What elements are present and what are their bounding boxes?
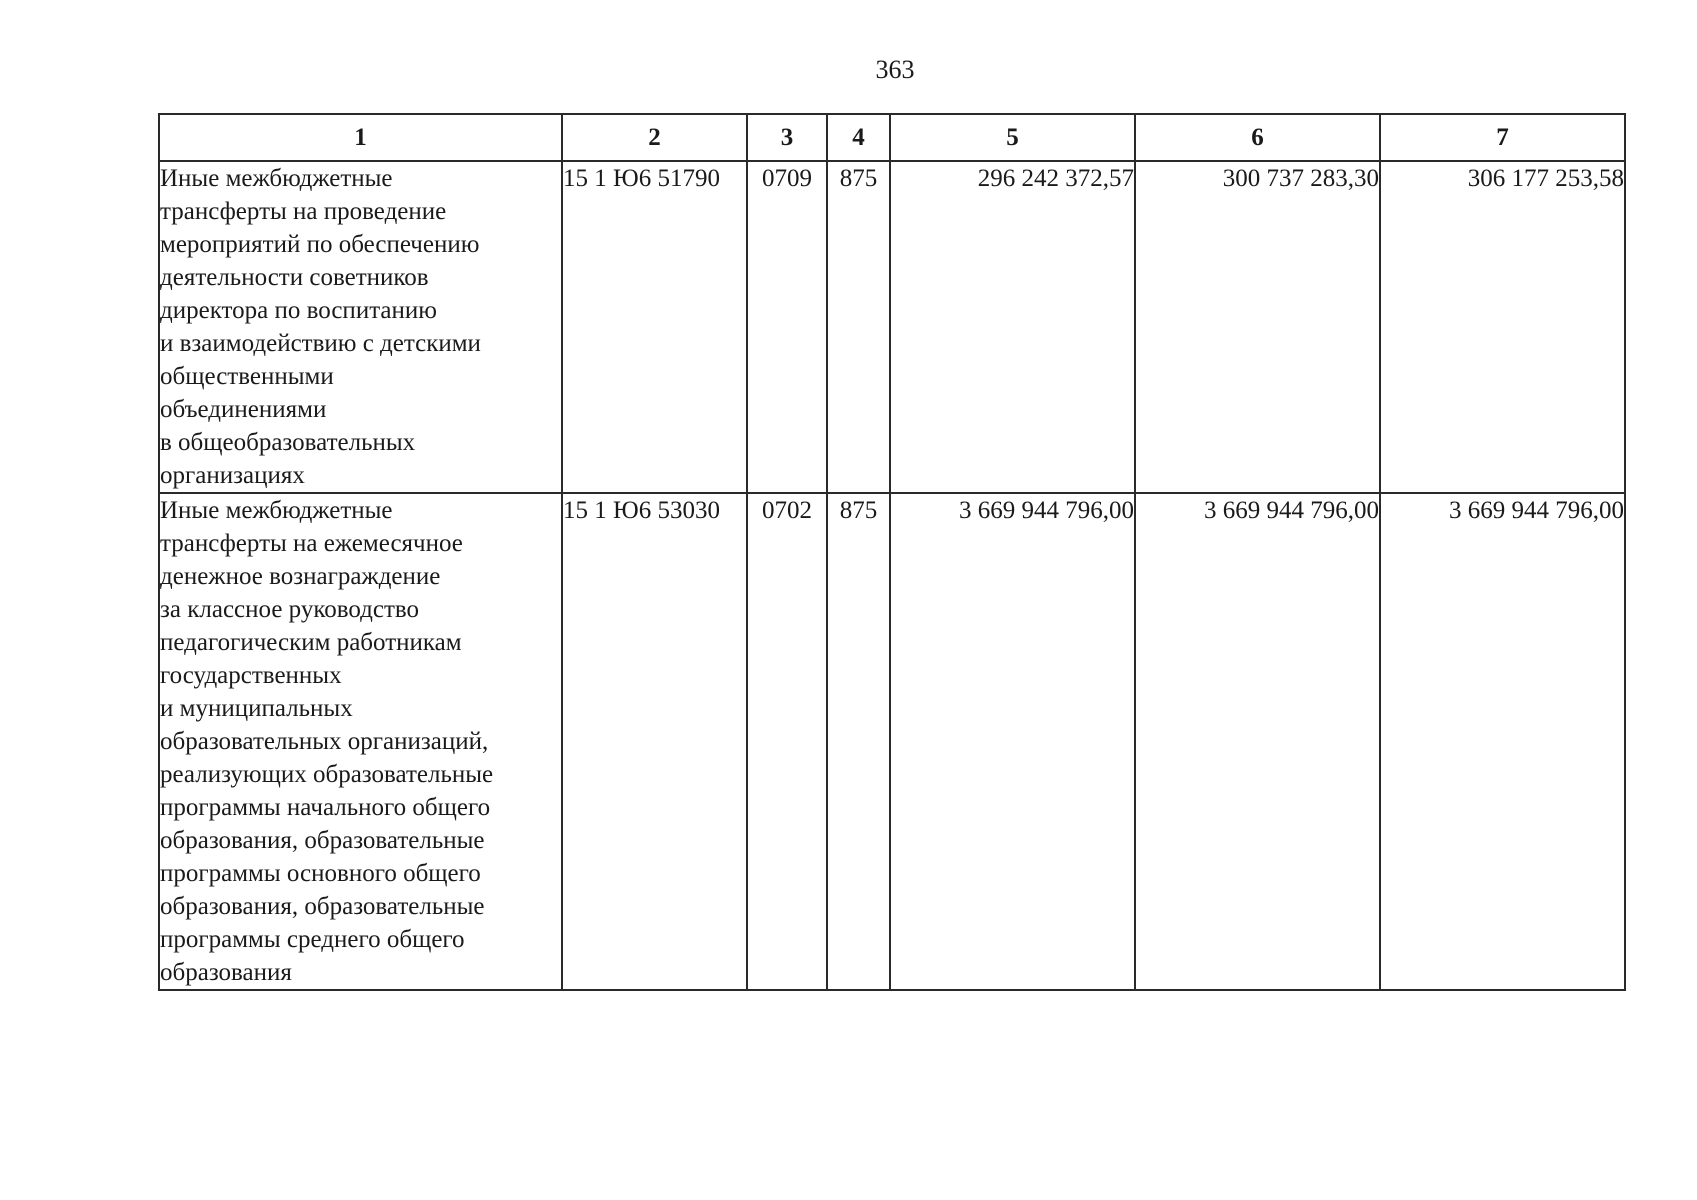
page-number: 363 — [875, 55, 915, 84]
column-header: 5 — [890, 114, 1135, 161]
description-line: трансферты на ежемесячное — [160, 530, 463, 557]
description-line: программы начального общего — [160, 794, 491, 821]
description-line: Иные межбюджетные — [160, 497, 393, 524]
description-line: реализующих образовательные — [160, 761, 494, 788]
table-row — [159, 493, 1625, 990]
description-line: в общеобразовательных — [160, 429, 416, 456]
description-line: организациях — [160, 462, 305, 489]
description-line: образовательных организаций, — [160, 728, 489, 755]
column-header: 2 — [562, 114, 747, 161]
amount-year-3: 3 669 944 796,00 — [1380, 493, 1625, 990]
column-header: 4 — [827, 114, 890, 161]
target-code: 15 1 Ю6 53030 — [562, 493, 747, 990]
column-header: 1 — [159, 114, 562, 161]
description-line: образования, образовательные — [160, 893, 485, 920]
description-line: общественными — [160, 363, 334, 390]
description-line: деятельности советников — [160, 264, 429, 291]
description-line: мероприятий по обеспечению — [160, 231, 480, 258]
column-header: 7 — [1380, 114, 1625, 161]
target-code: 15 1 Ю6 51790 — [562, 161, 747, 493]
description-line: и взаимодействию с детскими — [160, 330, 481, 357]
budget-table — [158, 113, 1626, 991]
amount-year-3: 306 177 253,58 — [1380, 161, 1625, 493]
row-description — [159, 161, 562, 493]
amount-year-2: 3 669 944 796,00 — [1135, 493, 1380, 990]
description-line: педагогическим работникам — [160, 629, 462, 656]
description-line: программы среднего общего — [160, 926, 465, 953]
row-description — [159, 493, 562, 990]
description-line: программы основного общего — [160, 860, 481, 887]
description-line: трансферты на проведение — [160, 198, 447, 225]
description-line: директора по воспитанию — [160, 297, 437, 324]
description-line: и муниципальных — [160, 695, 353, 722]
table-row — [159, 161, 1625, 493]
section-code: 0702 — [747, 493, 827, 990]
description-line: государственных — [160, 662, 342, 689]
description-line: образования, образовательные — [160, 827, 485, 854]
description-line: за классное руководство — [160, 596, 419, 623]
amount-year-1: 3 669 944 796,00 — [890, 493, 1135, 990]
amount-year-2: 300 737 283,30 — [1135, 161, 1380, 493]
description-line: образования — [160, 959, 292, 986]
table-header-row — [159, 114, 1625, 161]
column-header: 6 — [1135, 114, 1380, 161]
description-line: Иные межбюджетные — [160, 165, 393, 192]
column-header: 3 — [747, 114, 827, 161]
amount-year-1: 296 242 372,57 — [890, 161, 1135, 493]
description-line: денежное вознаграждение — [160, 563, 441, 590]
description-line: объединениями — [160, 396, 327, 423]
expense-type-code: 875 — [827, 493, 890, 990]
section-code: 0709 — [747, 161, 827, 493]
expense-type-code: 875 — [827, 161, 890, 493]
